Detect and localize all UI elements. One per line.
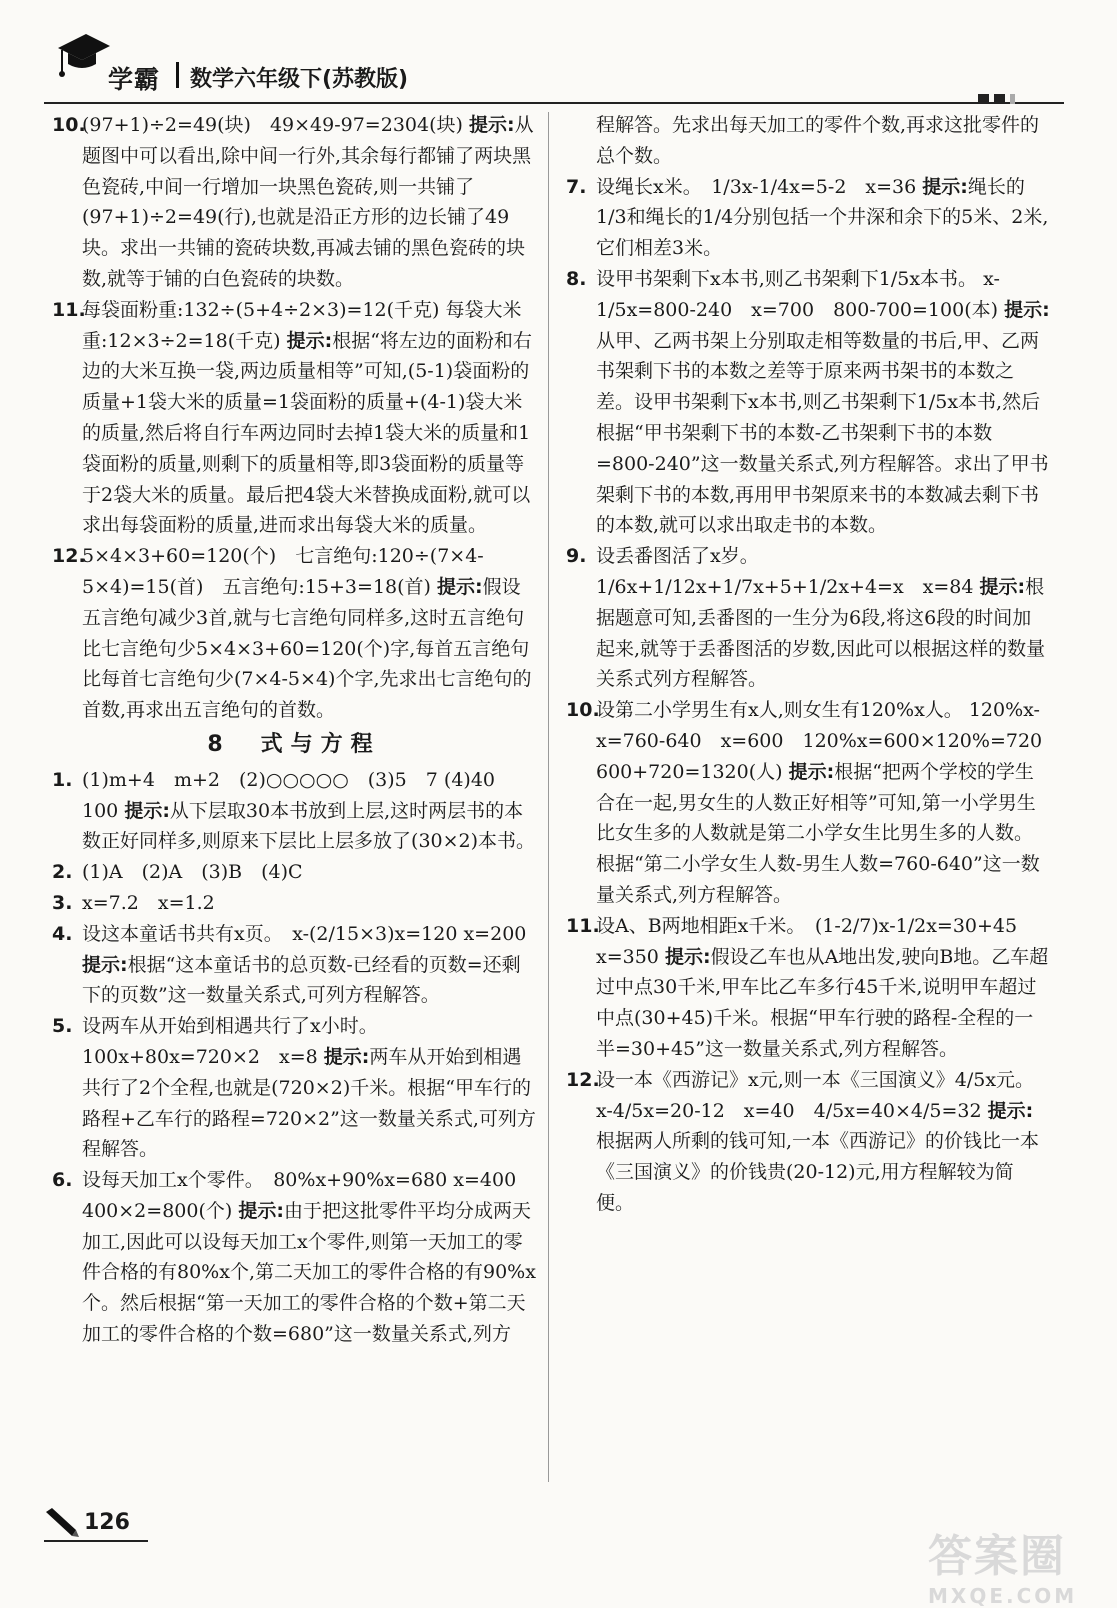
hint-text: 根据题意可知,丢番图的一生分为6段,将这6段的时间加起来,就等于丢番图活的岁数,因此可以根据这样的数量关系式列方程解答。 [596, 575, 1046, 691]
footer-rule [44, 1540, 148, 1542]
page-header [44, 22, 1064, 100]
hint-label: 提示: [788, 760, 835, 783]
hint-text: 两车从开始到相遇共行了2个全程,也就是(720×2)千米。根据“甲车行的路程+乙车行的路程=720×2”这一数量关系式,可列方程解答。 [82, 1045, 536, 1161]
left-column [52, 110, 536, 1350]
watermark-url: MXQE.COM [928, 1584, 1078, 1608]
answer-line: 每袋大米重:12×3÷2=18(千克) [82, 298, 522, 352]
answer-line: (1)A (2)A (3)B (4)C [82, 861, 303, 884]
page-number: 126 [84, 1510, 130, 1535]
hint-text: 假设五言绝句减少3首,就与七言绝句同样多,这时五言绝句比七言绝句少5×4×3+60=120(个)字,每首五言绝句比每首七言绝句少(7×4-5×4)个字,先求出七言绝句的首数,再求出五言绝句的首数。 [82, 575, 532, 722]
header-separator [176, 62, 179, 88]
item-body [596, 1065, 1050, 1219]
hint-label: 提示: [437, 575, 483, 598]
item-number: 12. [52, 545, 86, 568]
answer-line: 设这本童话书共有x页。 x-(2/15×3)x=120 [82, 922, 458, 945]
header-rule [44, 102, 1064, 104]
hint-label: 提示: [922, 175, 968, 198]
answer-item [52, 541, 536, 726]
item-number: 9. [566, 545, 587, 568]
hint-text: 根据“把两个学校的学生合在一起,男女生的人数正好相等”可知,第一小学男生比女生多的人数就是第二小学女生比男生多的人数。根据“第二小学女生人数-男生人数=760-640”这一数量关系式,列方程解答。 [596, 760, 1040, 906]
answer-line: 设甲书架剩下x本书,则乙书架剩下1/5x本书。 [596, 267, 978, 290]
section-title: 8 式与方程 [207, 731, 381, 757]
item-number: 10. [566, 699, 600, 722]
answer-item [52, 919, 536, 1011]
item-body [82, 857, 536, 888]
answer-item [566, 172, 1050, 264]
hint-text: 绳长的1/3和绳长的1/4分别包括一个井深和余下的5米、2米,它们相差3米。 [596, 175, 1049, 260]
answer-line: 5×4×3+60=120(个) 七言绝句:120÷(7×4-5×4)=15(首) 五言绝句:15+3=18(首) [82, 545, 484, 598]
item-number: 1. [52, 768, 73, 791]
answer-line: 120%x-x=760-640 x=600 120%x=600×120%=720 600+720=1320(人) [596, 699, 1062, 783]
answer-item [52, 295, 536, 541]
answer-item [52, 857, 536, 888]
brand-name: 学霸 [108, 65, 161, 94]
graduation-cap-icon [52, 28, 112, 82]
answer-line: 每袋面粉重:132÷(5+4÷2×3)=12(千克) [82, 298, 440, 321]
answer-item [52, 1011, 536, 1165]
item-body [596, 264, 1050, 541]
item-number: 10. [52, 114, 86, 136]
item-number: 5. [52, 1015, 73, 1038]
answer-line: 设每天加工x个零件。 80%x+90%x=680 [82, 1169, 448, 1192]
item-number: 4. [52, 922, 73, 945]
answer-line: x=7.2 x=1.2 [82, 891, 215, 914]
item-body [82, 541, 536, 726]
answer-line: (97+1)÷2=49(块) 49×49-97=2304(块) [82, 114, 463, 136]
hint-text: 从下层取30本书放到上层,这时两层书的本数正好同样多,则原来下层比上层多放了(30×2)本书。 [82, 799, 536, 853]
answer-line: 程解答。先求出每天加工的零件个数,再求这批零件的总个数。 [596, 114, 1040, 167]
hint-label: 提示: [286, 329, 333, 352]
item-body [82, 888, 536, 919]
hint-text: 从甲、乙两书架上分别取走相等数量的书后,甲、乙两书架剩下书的本数之差等于原来两书架书的本数之差。设甲书架剩下x本书,则乙书架剩下1/5x本书,然后根据“甲书架剩下书的本数-乙书架剩下书的本数=800-240”这一数量关系式,列方程解答。求出了甲书架剩下书的本数,再用甲书架原来书的本数减去剩下书的本数,就可以求出取走书的本数。 [596, 329, 1049, 537]
answer-line: x=200 [463, 922, 527, 945]
item-number: 6. [52, 1169, 73, 1192]
hint-label: 提示: [1004, 298, 1050, 321]
item-number: 8. [566, 267, 587, 290]
watermark [928, 1520, 1077, 1608]
answer-item [566, 911, 1050, 1065]
answer-line: 设丢番图活了x岁。 1/6x+1/12x+1/7x+5+1/2x+4=x x=84 [596, 545, 974, 598]
answer-line: 设两车从开始到相遇共行了x小时。 100x+80x=720×2 x=8 [82, 1015, 388, 1068]
header-square-icon [1010, 94, 1015, 104]
header-square-icon [994, 94, 1005, 104]
answer-item [566, 541, 1050, 695]
item-body [596, 172, 1050, 264]
pencil-icon [44, 1508, 80, 1538]
hint-label: 提示: [238, 1199, 284, 1222]
hint-label: 提示: [124, 799, 170, 822]
item-number: 11. [566, 914, 600, 937]
answer-line: 设第二小学男生有x人,则女生有120%x人。 [596, 699, 963, 722]
hint-label: 提示: [664, 945, 711, 968]
item-number: 7. [566, 175, 587, 198]
answer-line: x=400 400×2=800(个) [82, 1169, 536, 1222]
hint-text: 由于把这批零件平均分成两天加工,因此可以设每天加工x个零件,则第一天加工的零件合格的有80%x个,第二天加工的零件合格的有90%x个。然后根据“第一天加工的零件合格的个数+第二天加工的零件合格的个数=680”这一数量关系式,列方 [82, 1199, 536, 1346]
column-divider [548, 112, 549, 1482]
answer-item [52, 765, 536, 857]
item-body [596, 110, 1050, 172]
hint-text: 假设乙车也从A地出发,驶向B地。乙车超过中点30千米,甲车比乙车多行45千米,说明甲车超过中点(30+45)千米。根据“甲车行驶的路程-全程的一半=30+45”这一数量关系式,列方程解答。 [596, 945, 1049, 1060]
hint-text: 根据“这本童话书的总页数-已经看的页数=还剩下的页数”这一数量关系式,可列方程解答。 [82, 953, 521, 1007]
item-body [82, 765, 536, 857]
header-square-icon [978, 94, 989, 104]
answer-item [566, 695, 1062, 911]
answer-line: x-1/5x=800-240 x=700 800-700=100(本) [596, 267, 1000, 321]
hint-label: 提示: [987, 1099, 1034, 1122]
hint-text: 从题图中可以看出,除中间一行外,其余每行都铺了两块黑色瓷砖,中间一行增加一块黑色瓷砖,则一共铺了(97+1)÷2=49(行),也就是沿正方形的边长铺了49块。求出一共铺的瓷砖块数,再减去铺的黑色瓷砖的块数,就等于铺的白色瓷砖的块数。 [82, 114, 534, 290]
answer-item [566, 110, 1050, 172]
answer-item [52, 1165, 536, 1350]
hint-label: 提示: [323, 1045, 370, 1068]
answer-item [52, 888, 536, 919]
hint-label: 提示: [468, 114, 515, 136]
item-number: 12. [566, 1068, 600, 1091]
item-body [82, 1011, 536, 1165]
answer-item [52, 110, 536, 295]
hint-label: 提示: [82, 953, 128, 976]
answer-line: (1)m+4 m+2 (2)○○○○○ (3)5 7 [82, 768, 438, 791]
answer-line: 设A、B两地相距x千米。 (1-2/7)x-1/2x=30+45 x=350 [596, 914, 1037, 968]
item-body [596, 911, 1050, 1065]
answer-line: 设一本《西游记》x元,则一本《三国演义》4/5x元。x-4/5x=20-12 x=40 4/5x=40×4/5=32 [596, 1068, 1035, 1122]
item-body [596, 695, 1062, 911]
item-body [82, 919, 536, 1011]
item-body [82, 295, 536, 541]
answer-line: 设绳长x米。 1/3x-1/4x=5-2 x=36 [596, 175, 917, 198]
answer-item [566, 264, 1050, 541]
hint-text: 根据两人所剩的钱可知,一本《西游记》的价钱比一本《三国演义》的价钱贵(20-12)元,用方程解较为简便。 [596, 1130, 1040, 1214]
answer-item [566, 1065, 1050, 1219]
right-column [566, 110, 1062, 1219]
watermark-logo: 答案圈 [928, 1531, 1066, 1582]
hint-text: 根据“将左边的面粉和右边的大米互换一袋,两边质量相等”可知,(5-1)袋面粉的质量+1袋大米的质量=1袋面粉的质量+(4-1)袋大米的质量,然后将自行车两边同时去掉1袋大米的质量和1袋面粉的质量,则剩下的质量相等,即3袋面粉的质量等于2袋大米的质量。最后把4袋大米替换成面粉,就可以求出每袋面粉的质量,进而求出每袋大米的质量。 [82, 329, 532, 537]
item-number: 3. [52, 891, 73, 914]
answer-line: (4)40 100 [82, 768, 515, 822]
item-number: 11. [52, 298, 86, 321]
book-title: 数学六年级下(苏教版) [190, 67, 409, 92]
item-number: 2. [52, 861, 73, 884]
item-body [596, 541, 1050, 695]
item-body [82, 110, 536, 295]
item-body [82, 1165, 536, 1350]
hint-label: 提示: [979, 575, 1026, 598]
